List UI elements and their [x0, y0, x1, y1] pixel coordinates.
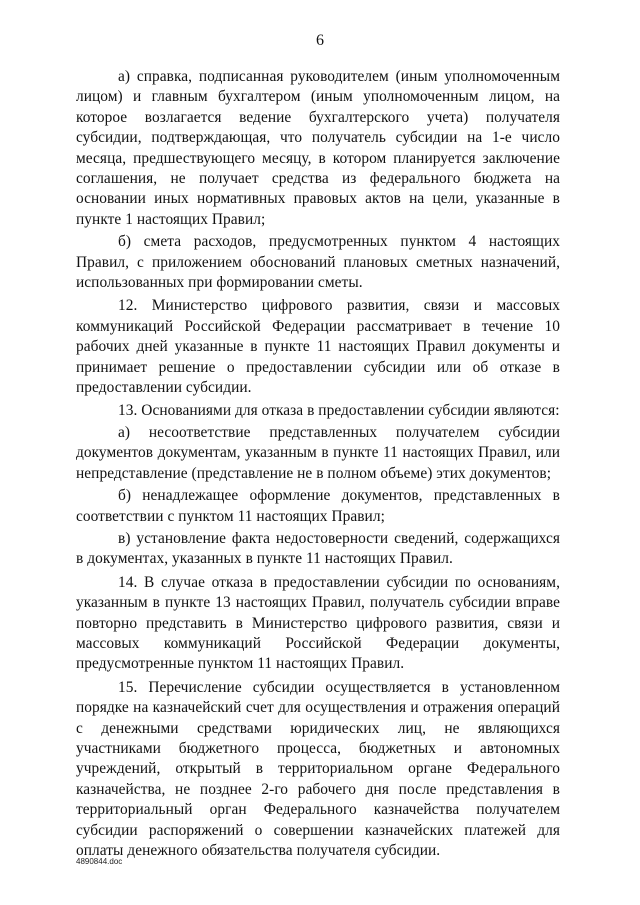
paragraph-13-b: б) ненадлежащее оформление документов, представленных в соответствии с пунктом 11 настоящих Правил;	[76, 487, 560, 525]
page-number: 6	[316, 32, 324, 49]
paragraph-13-v: в) установление факта недостоверности сведений, содержащихся в документах, указанных в пункте 11 настоящих Правил.	[76, 529, 560, 568]
paragraph-a-certificate: а) справка, подписанная руководителем (иным уполномоченным лицом) и главным бухгалтером (иным уполномоченным лицом, на которое возлагается ведение бухгалтерского учета) получателя субсидии, подтверждающая, что получатель субсидии на 1-е число месяца, предшествующего месяцу, в котором планируется заключение соглашения, не получает средства из федерального бюджета на основании иных нормативных правовых актов на цели, указанные в пункте 1 настоящих Правил;	[76, 68, 560, 228]
paragraph-14: 14. В случае отказа в предоставлении субсидии по основаниям, указанным в пункте 13 настоящих Правил, получатель субсидии вправе повторно представить в Министерство цифрового развития, связи и массовых коммуникаций Российской Федерации документы, предусмотренные пунктом 11 настоящих Правил.	[76, 573, 560, 673]
paragraph-12: 12. Министерство цифрового развития, связи и массовых коммуникаций Российской Федерации рассматривает в течение 10 рабочих дней указанные в пункте 11 настоящих Правил документы и принимает решение о предоставлении субсидии или об отказе в предоставлении субсидии.	[76, 297, 560, 397]
document-body	[76, 67, 560, 863]
paragraph-b-estimate: б) смета расходов, предусмотренных пунктом 4 настоящих Правил, с приложением обоснований плановых сметных назначений, использованных при формировании сметы.	[76, 233, 560, 292]
paragraph-13-a: а) несоответствие представленных получателем субсидии документов документам, указанным в пункте 11 настоящих Правил, или непредставление (представление не в полном объеме) этих документов;	[76, 423, 560, 482]
paragraph-15: 15. Перечисление субсидии осуществляется в установленном порядке на казначейский счет для осуществления и отражения операций с денежными средствами юридических лиц, не являющихся участниками бюджетного процесса, бюджетных и автономных учреждений, открытый в территориальном органе Федерального казначейства, не позднее 2-го рабочего дня после представления в территориальный орган Федерального казначейства получателем субсидии распоряжений о совершении казначейских платежей для оплаты денежного обязательства получателя субсидии.	[76, 678, 560, 860]
paragraph-13: 13. Основаниями для отказа в предоставлении субсидии являются:	[118, 401, 560, 419]
document-filename: 4890844.doc	[76, 857, 123, 866]
